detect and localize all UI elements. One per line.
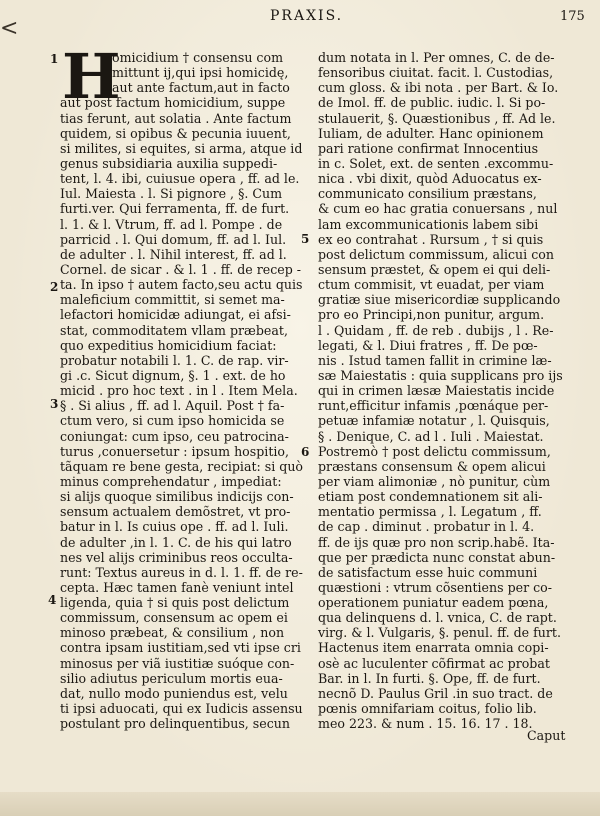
text-line: post delictum commissum, alicui con xyxy=(318,246,554,262)
text-line: tent, l. 4. ibi, cuiusue opera , ff. ad le. xyxy=(60,171,300,187)
text-line: cum gloss. & ibi nota . per Bart. & Io. xyxy=(318,80,559,96)
text-line: micid . pro hoc text . in l . Item Mela. xyxy=(60,383,298,399)
text-line: ctum vero, si cum ipso homicida se xyxy=(60,413,285,429)
text-line: de satisfactum esse huic communi xyxy=(318,564,538,580)
page-corner-mark: < xyxy=(0,16,19,41)
text-line: dat, nullo modo puniendus est, velu xyxy=(60,685,288,701)
text-line: virg. & l. Vulgaris, §. penul. ff. de furt. xyxy=(318,625,561,641)
text-line: l . Quidam , ff. de reb . dubijs , l . Re- xyxy=(318,322,554,338)
text-line: de adulter . l. Nihil interest, ff. ad l. xyxy=(60,246,287,262)
margin-number-5: 5 xyxy=(301,232,310,246)
text-line: dum notata in l. Per omnes, C. de de- xyxy=(318,50,555,65)
text-line: runt,efficitur infamis ,pœnáque per- xyxy=(318,398,549,414)
right-text-column xyxy=(318,50,563,732)
text-line: per viam alimoniæ , nò punitur, cùm xyxy=(318,473,551,489)
text-line: ff. de ijs quæ pro non scrip.habẽ. Ita- xyxy=(318,534,555,550)
margin-number-4: 4 xyxy=(48,593,57,607)
text-line: nis . Istud tamen fallit in crimine læ- xyxy=(318,352,552,368)
initial-capital: H xyxy=(62,40,121,113)
text-line: petuæ infamiæ notatur , l. Quisquis, xyxy=(318,413,550,429)
text-line: ligenda, quia † si quis post delictum xyxy=(60,595,290,611)
text-line: qua delinquens d. l. vnica, C. de rapt. xyxy=(318,610,557,626)
text-line: que per prædicta nunc constat abun- xyxy=(318,549,556,565)
margin-number-2: 2 xyxy=(50,280,59,294)
text-line: parricid . l. Qui domum, ff. ad l. Iul. xyxy=(60,231,287,247)
text-line: in c. Solet, ext. de senten .excommu- xyxy=(318,155,554,171)
text-line: postulant pro delinquentibus, secun xyxy=(60,716,290,732)
text-line: stulauerit, §. Quæstionibus , ff. Ad le. xyxy=(318,110,556,126)
text-line: furti.ver. Qui ferramenta, ff. de furt. xyxy=(60,201,290,217)
text-line: commissum, consensum ac opem ei xyxy=(60,610,288,626)
text-line: l. 1. & l. Vtrum, ff. ad l. Pompe . de xyxy=(60,216,283,232)
text-line: de adulter ,in l. 1. C. de his qui latro xyxy=(60,534,292,550)
text-line: genus subsidiaria auxilia suppedi- xyxy=(60,155,278,171)
text-line: lefactori homicidæ adiungat, ei afsi- xyxy=(60,307,291,323)
text-line: turus ,conuersetur : ipsum hospitio, xyxy=(60,443,289,459)
text-line: Iul. Maiesta . l. Si pignore , §. Cum xyxy=(60,186,283,202)
text-line: etiam post condemnationem sit ali- xyxy=(318,489,543,505)
text-line: batur in l. Is cuius ope . ff. ad l. Iuli. xyxy=(60,519,289,535)
text-line: gratiæ siue misericordiæ supplicando xyxy=(318,292,561,308)
catchword: Caput xyxy=(527,728,566,743)
text-line: qui in crimen læsæ Maiestatis incide xyxy=(318,383,555,399)
text-line: Postremò † post delictu commissum, xyxy=(318,443,551,459)
margin-number-3: 3 xyxy=(50,397,59,411)
text-line: Hactenus item enarrata omnia copi- xyxy=(318,640,549,656)
text-line: minus comprehendatur , impediat: xyxy=(60,473,282,489)
text-line: § . Si alius , ff. ad l. Aquil. Post † fa- xyxy=(60,398,285,414)
page-header xyxy=(0,0,600,40)
text-line: ti ipsi aduocati, qui ex Iudicis assensu xyxy=(60,701,303,717)
margin-number-1: 1 xyxy=(50,52,59,66)
text-line: nes vel alijs criminibus reos occulta- xyxy=(60,549,293,565)
text-line: osè ac luculenter cõfirmat ac probat xyxy=(318,655,550,671)
text-line: pari ratione confirmat Innocentius xyxy=(318,140,539,156)
text-line: communicato consilium præstans, xyxy=(318,186,537,202)
text-line: quæstioni : vtrum cõsentiens per co- xyxy=(318,579,552,595)
text-line: Bar. in l. In furti. §. Ope, ff. de furt. xyxy=(318,670,541,686)
page-number: 175 xyxy=(560,9,585,24)
text-line: Cornel. de sicar . & l. 1 . ff. de recep - xyxy=(60,261,302,277)
text-line: cepta. Hæc tamen fanè veniunt intel xyxy=(60,579,294,595)
text-line: sensum præstet, & opem ei qui deli- xyxy=(318,261,551,277)
text-line: ex eo contrahat . Rursum , † si quis xyxy=(318,231,544,247)
text-line: pœnis omnifariam coitus, folio lib. xyxy=(318,701,537,717)
text-line: Iuliam, de adulter. Hanc opinionem xyxy=(318,125,544,141)
text-line: aut post factum homicidium, suppe xyxy=(60,95,286,111)
running-head: PRAXIS. xyxy=(270,8,344,24)
text-line: tãquam re bene gesta, recipiat: si quò xyxy=(60,458,304,474)
text-line: silio adiutus periculum mortis eua- xyxy=(60,670,283,686)
text-line: de cap . diminut . probatur in l. 4. xyxy=(318,519,535,535)
text-line: coniungat: cum ipso, ceu patrocina- xyxy=(60,428,289,444)
text-line: & cum eo hac gratia conuersans , nul xyxy=(318,201,558,217)
text-line: præstans consensum & opem alicui xyxy=(318,458,546,474)
text-line: mittunt ij,qui ipsi homicidę, xyxy=(112,65,289,81)
text-line: omicidium † consensu com xyxy=(112,50,284,65)
text-line: ctum commisit, vt euadat, per viam xyxy=(318,277,545,293)
text-line: aut ante factum,aut in facto xyxy=(112,80,290,96)
text-line: stat, commoditatem vllam præbeat, xyxy=(60,322,288,338)
text-line: maleficium committit, si semet ma- xyxy=(60,292,285,308)
left-text-column xyxy=(60,50,304,732)
text-line: quidem, si opibus & pecunia iuuent, xyxy=(60,125,291,141)
text-line: necnõ D. Paulus Gril .in suo tract. de xyxy=(318,685,553,701)
text-line: sæ Maiestatis : quia supplicans pro ijs xyxy=(318,367,563,383)
text-line: si milites, si equites, si arma, atque id xyxy=(60,140,303,156)
page-bottom-edge xyxy=(0,792,600,816)
text-line: lam excommunicationis labem sibi xyxy=(318,216,539,232)
text-line: meo 223. & num . 15. 16. 17 . 18. xyxy=(318,716,533,732)
text-line: probatur notabili l. 1. C. de rap. vir- xyxy=(60,352,289,368)
margin-number-6: 6 xyxy=(301,445,310,459)
text-line: sensum actualem demõstret, vt pro- xyxy=(60,504,291,520)
text-line: runt: Textus aureus in d. l. 1. ff. de re- xyxy=(60,564,303,580)
text-line: gi .c. Sicut dignum, §. 1 . ext. de ho xyxy=(60,367,286,383)
text-line: quo expeditius homicidium faciat: xyxy=(60,337,277,353)
text-line: nica . vbi dixit, quòd Aduocatus ex- xyxy=(318,171,542,187)
text-line: § . Denique, C. ad l . Iuli . Maiestat. xyxy=(318,428,544,444)
text-line: mentatio permissa , l. Legatum , ff. xyxy=(318,504,542,520)
text-line: minosus per viã iustitiæ suóque con- xyxy=(60,655,295,671)
text-line: pro eo Principi,non punitur, argum. xyxy=(318,307,545,323)
text-line: fensoribus ciuitat. facit. l. Custodias, xyxy=(318,65,554,81)
text-line: contra ipsam iustitiam,sed vti ipse cri xyxy=(60,640,301,656)
text-line: tias ferunt, aut solatia . Ante factum xyxy=(60,110,292,126)
text-line: de Imol. ff. de public. iudic. l. Si po- xyxy=(318,95,546,111)
text-line: ta. In ipso † autem facto,seu actu quis xyxy=(60,277,303,293)
text-line: legati, & l. Diui fratres , ff. De pœ- xyxy=(318,337,538,353)
text-line: si alijs quoque similibus indicijs con- xyxy=(60,489,294,505)
text-line: minoso præbeat, & consilium , non xyxy=(60,625,285,641)
text-line: operationem puniatur eadem pœna, xyxy=(318,595,549,611)
